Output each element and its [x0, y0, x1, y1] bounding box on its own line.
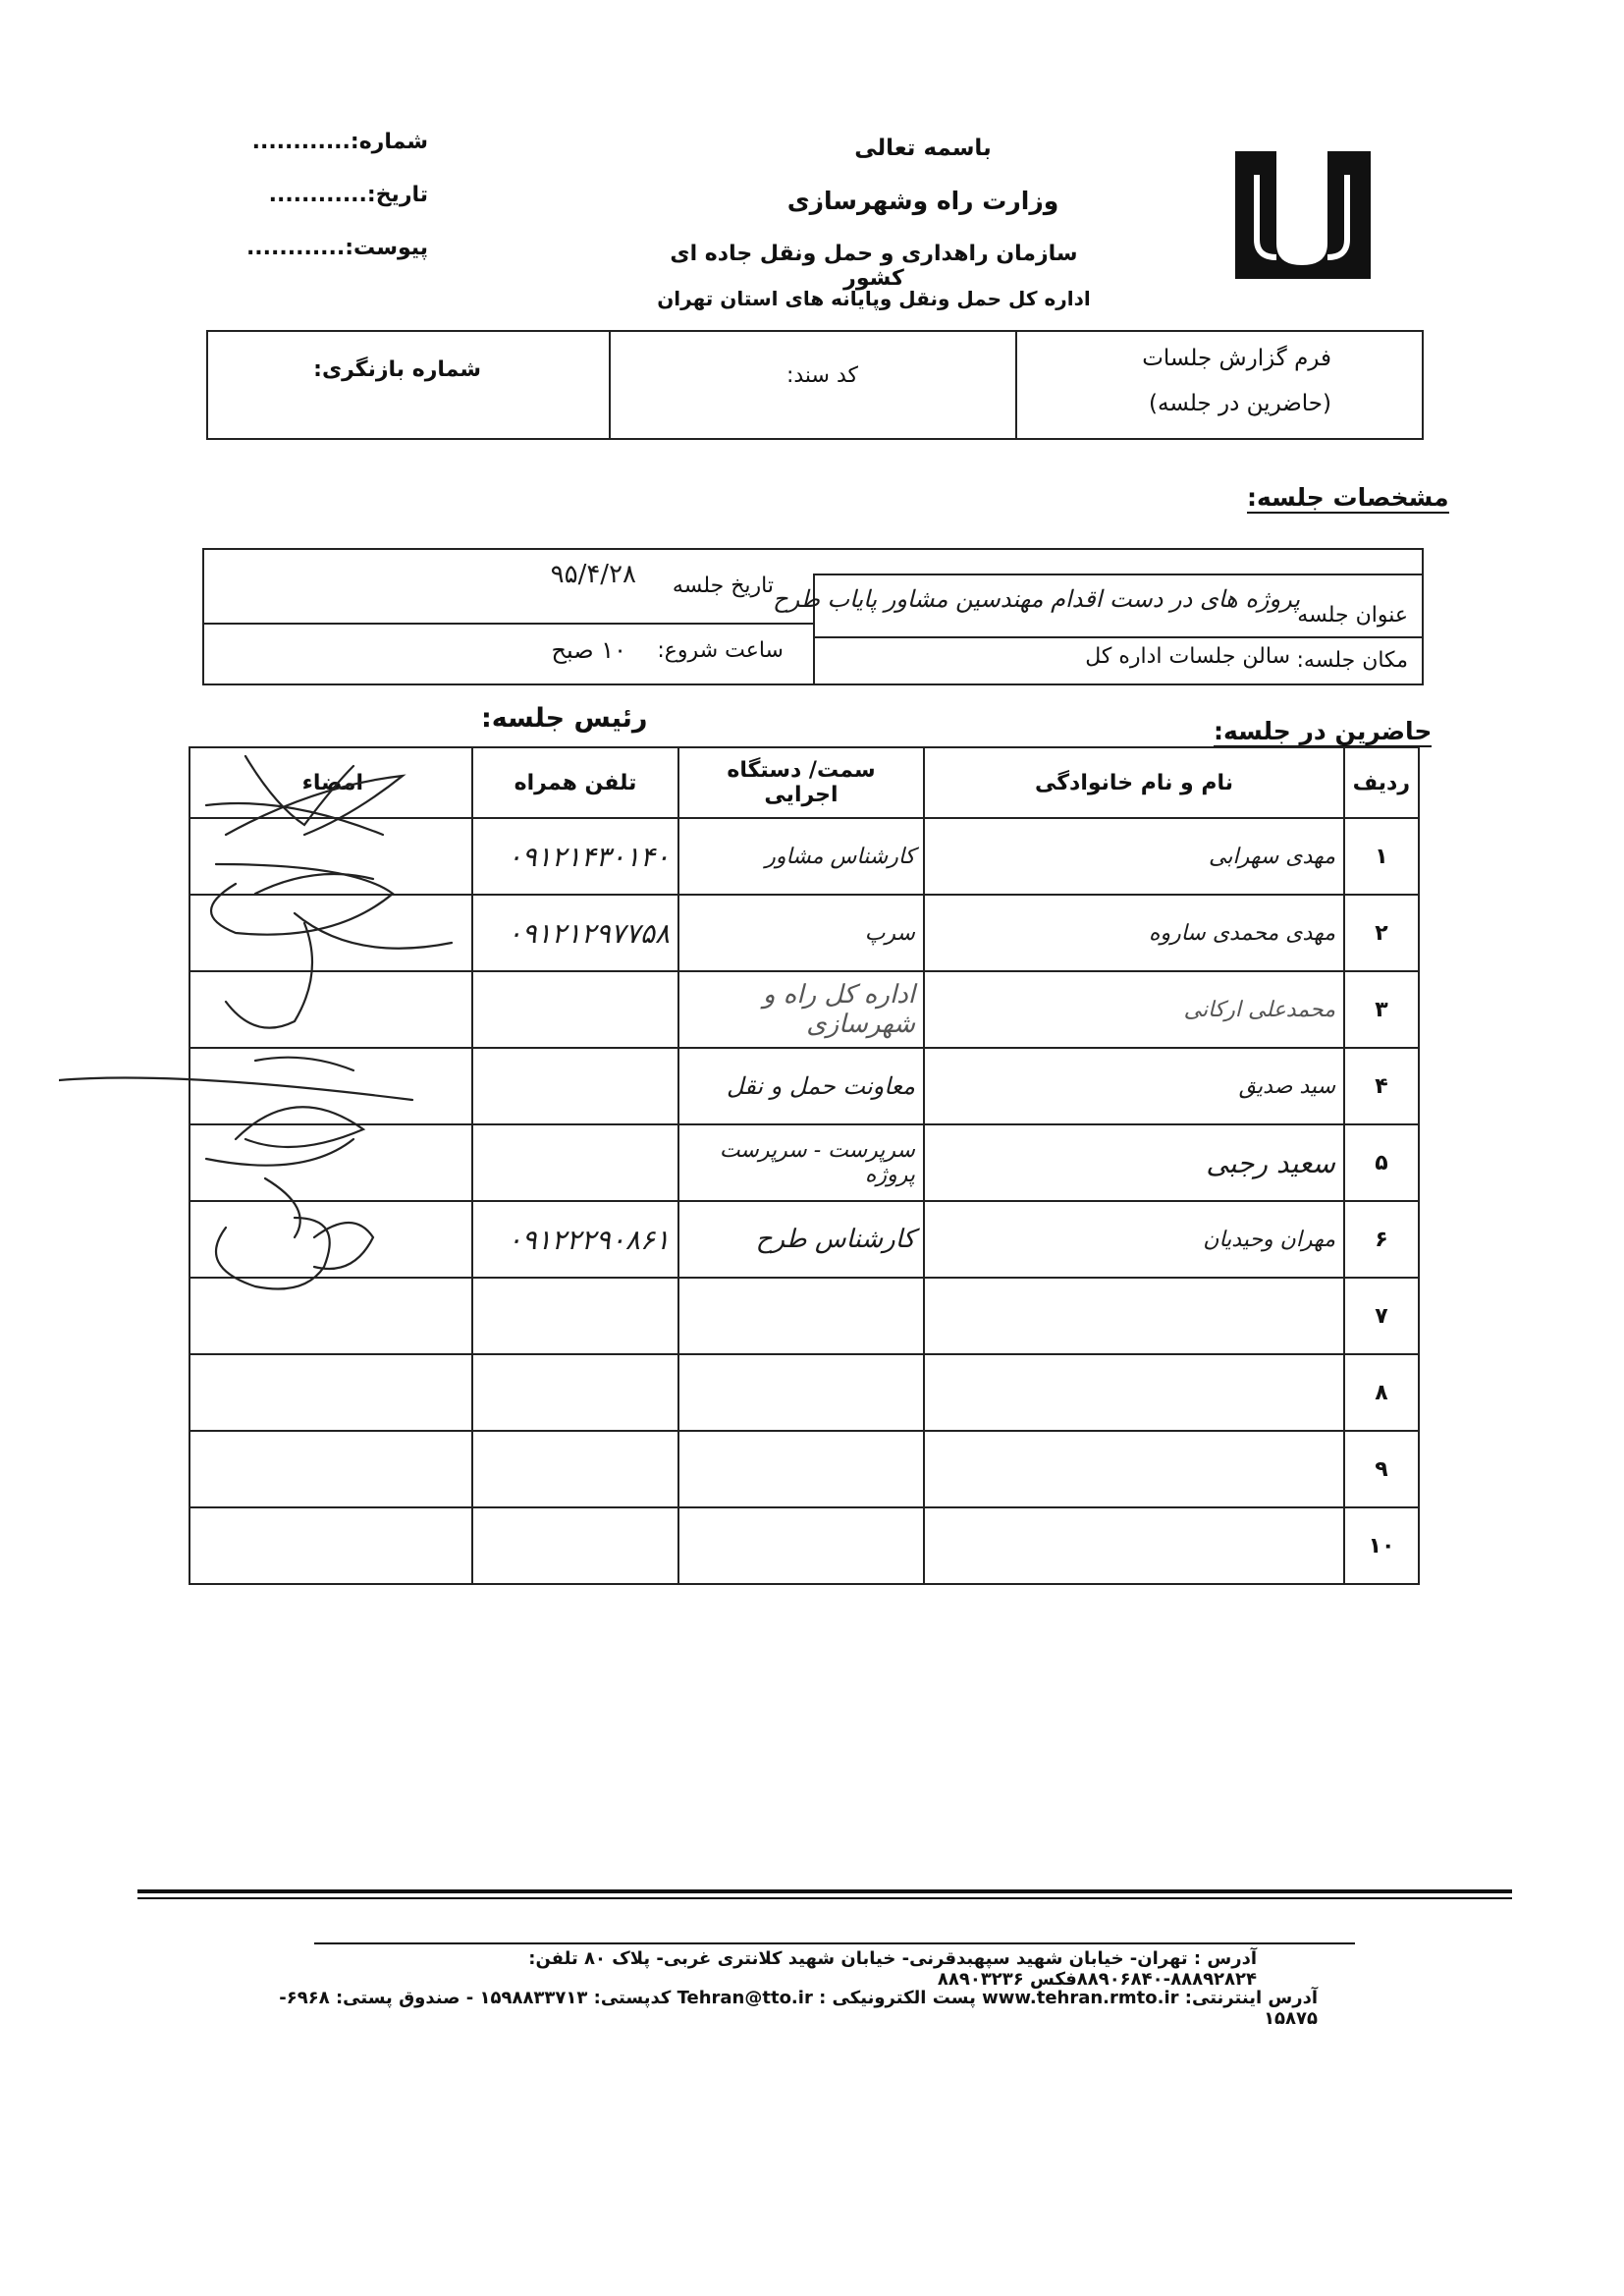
- col-name: نام و نام خانوادگی: [924, 747, 1344, 818]
- bismillah: باسمه تعالی: [854, 136, 992, 161]
- col-position: سمت/ دستگاه اجرایی: [678, 747, 924, 818]
- attendee-name: مهدی سهرابی: [924, 818, 1344, 895]
- attendee-phone: [472, 1507, 678, 1584]
- attendee-position: [678, 1431, 924, 1507]
- attendee-signature: [189, 1507, 472, 1584]
- attendee-name: محمدعلی ارکانی: [924, 971, 1344, 1048]
- start-time-value: ۱۰ صبح: [551, 636, 626, 664]
- subject-value: پروژه های در دست اقدام مهندسین مشاور پایاب طرح: [773, 585, 1300, 613]
- row-number: ۸: [1344, 1354, 1419, 1431]
- archive-number-cell: [208, 332, 611, 438]
- row-number: ۲: [1344, 895, 1419, 971]
- row-number: ۱: [1344, 818, 1419, 895]
- row-number: ۹: [1344, 1431, 1419, 1507]
- department-name: اداره کل حمل ونقل وپایانه های استان تهران: [657, 287, 1091, 310]
- attendee-name: [924, 1354, 1344, 1431]
- attachment-field: پیوست:............: [245, 236, 428, 260]
- subject-label: عنوان جلسه: [1297, 603, 1408, 628]
- attendee-name: سعید رجبی: [924, 1124, 1344, 1201]
- attendee-phone: [472, 971, 678, 1048]
- signatures-scribble: [59, 746, 471, 1296]
- row-number: ۳: [1344, 971, 1419, 1048]
- meeting-subject-cell: [773, 574, 1422, 638]
- meeting-date-cell: [204, 550, 813, 625]
- attendee-signature: [189, 1431, 472, 1507]
- place-value: سالن جلسات اداره کل: [1085, 644, 1290, 669]
- number-field: شماره:............: [251, 130, 428, 154]
- attendee-phone: [472, 1048, 678, 1124]
- footer-web: آدرس اینترنتی: www.tehran.rmto.ir پست الکترونیکی : Tehran@tto.ir کدپستی: ۱۵۹۸۸۳۳۷۱۳ - صندوق پستی: ۶۹۶۸- ۱۵۸۷۵: [279, 1988, 1318, 2029]
- organization-logo-icon: [1227, 145, 1377, 285]
- row-number: ۷: [1344, 1278, 1419, 1354]
- meeting-details-box: [202, 548, 1424, 685]
- attendee-phone: [472, 1431, 678, 1507]
- row-number: ۶: [1344, 1201, 1419, 1278]
- table-row: [189, 1431, 1419, 1507]
- archive-number-label: شماره بازنگری:: [313, 357, 481, 382]
- attendee-name: مهدی محمدی ساروه: [924, 895, 1344, 971]
- meeting-date-label: تاریخ جلسه: [672, 574, 774, 598]
- row-number: ۱۰: [1344, 1507, 1419, 1584]
- ministry-name: وزارت راه وشهرسازی: [786, 187, 1059, 215]
- attendee-position: [678, 1354, 924, 1431]
- attendee-phone: ۰۹۱۲۱۲۹۷۷۵۸: [472, 895, 678, 971]
- form-title-cell: [1017, 332, 1422, 438]
- attendee-position: [678, 1278, 924, 1354]
- form-header-box: [206, 330, 1424, 440]
- meeting-start-cell: [204, 625, 813, 683]
- meeting-place-cell: [813, 638, 1422, 683]
- organization-name: سازمان راهداری و حمل ونقل جاده ای کشور: [670, 242, 1078, 291]
- attendee-position: کارشناس طرح: [678, 1201, 924, 1278]
- meeting-date-value: ۹۵/۴/۲۸: [550, 560, 636, 589]
- footer-address: آدرس : تهران- خیابان شهید سپهبدقرنی- خیابان شهید کلانتری غربی- پلاک ۸۰ تلفن: ۸۸۸۹۲۸۲۴-۸۸۹۰۶۸۴۰فکس ۸۸۹۰۳۲۳۶: [528, 1948, 1257, 1990]
- start-time-label: ساعت شروع:: [657, 638, 784, 663]
- table-row: [189, 1507, 1419, 1584]
- attendee-position: سرپرست - سرپرست پروژه: [678, 1124, 924, 1201]
- form-title: فرم گزارش جلسات: [1142, 346, 1331, 371]
- col-signature: امضاء: [189, 747, 472, 818]
- chair-title: رئیس جلسه:: [481, 703, 648, 734]
- date-field: تاریخ:............: [268, 183, 428, 207]
- attendee-phone: [472, 1354, 678, 1431]
- place-label: مکان جلسه:: [1296, 648, 1408, 673]
- row-number: ۵: [1344, 1124, 1419, 1201]
- attendee-name: [924, 1507, 1344, 1584]
- footer-divider-thick: [137, 1889, 1512, 1893]
- attendee-name: مهران وحیدیان: [924, 1201, 1344, 1278]
- col-phone: تلفن همراه: [472, 747, 678, 818]
- attendee-phone: ۰۹۱۲۲۲۹۰۸۶۱: [472, 1201, 678, 1278]
- meeting-section-title: مشخصات جلسه:: [1247, 483, 1449, 512]
- attendee-position: [678, 1507, 924, 1584]
- attendee-position: معاونت حمل و نقل: [678, 1048, 924, 1124]
- attendee-name: سید صدیق: [924, 1048, 1344, 1124]
- doc-code-label: کد سند:: [785, 363, 858, 388]
- col-row-number: ردیف: [1344, 747, 1419, 818]
- attendee-position: سرپ: [678, 895, 924, 971]
- doc-code-cell: [611, 332, 1017, 438]
- attendee-phone: [472, 1124, 678, 1201]
- footer-divider-thin: [137, 1897, 1512, 1899]
- attendees-section-title: حاضرین در جلسه:: [1214, 717, 1433, 745]
- attendee-phone: ۰۹۱۲۱۴۳۰۱۴۰: [472, 818, 678, 895]
- attendee-phone: [472, 1278, 678, 1354]
- attendee-name: [924, 1278, 1344, 1354]
- attendee-position: اداره کل راه و شهرسازی: [678, 971, 924, 1048]
- footer-divider-short: [314, 1942, 1355, 1944]
- table-row: [189, 1354, 1419, 1431]
- attendee-name: [924, 1431, 1344, 1507]
- row-number: ۴: [1344, 1048, 1419, 1124]
- form-subtitle: (حاضرین در جلسه): [1149, 391, 1331, 416]
- attendee-signature: [189, 1354, 472, 1431]
- attendee-position: کارشناس مشاور: [678, 818, 924, 895]
